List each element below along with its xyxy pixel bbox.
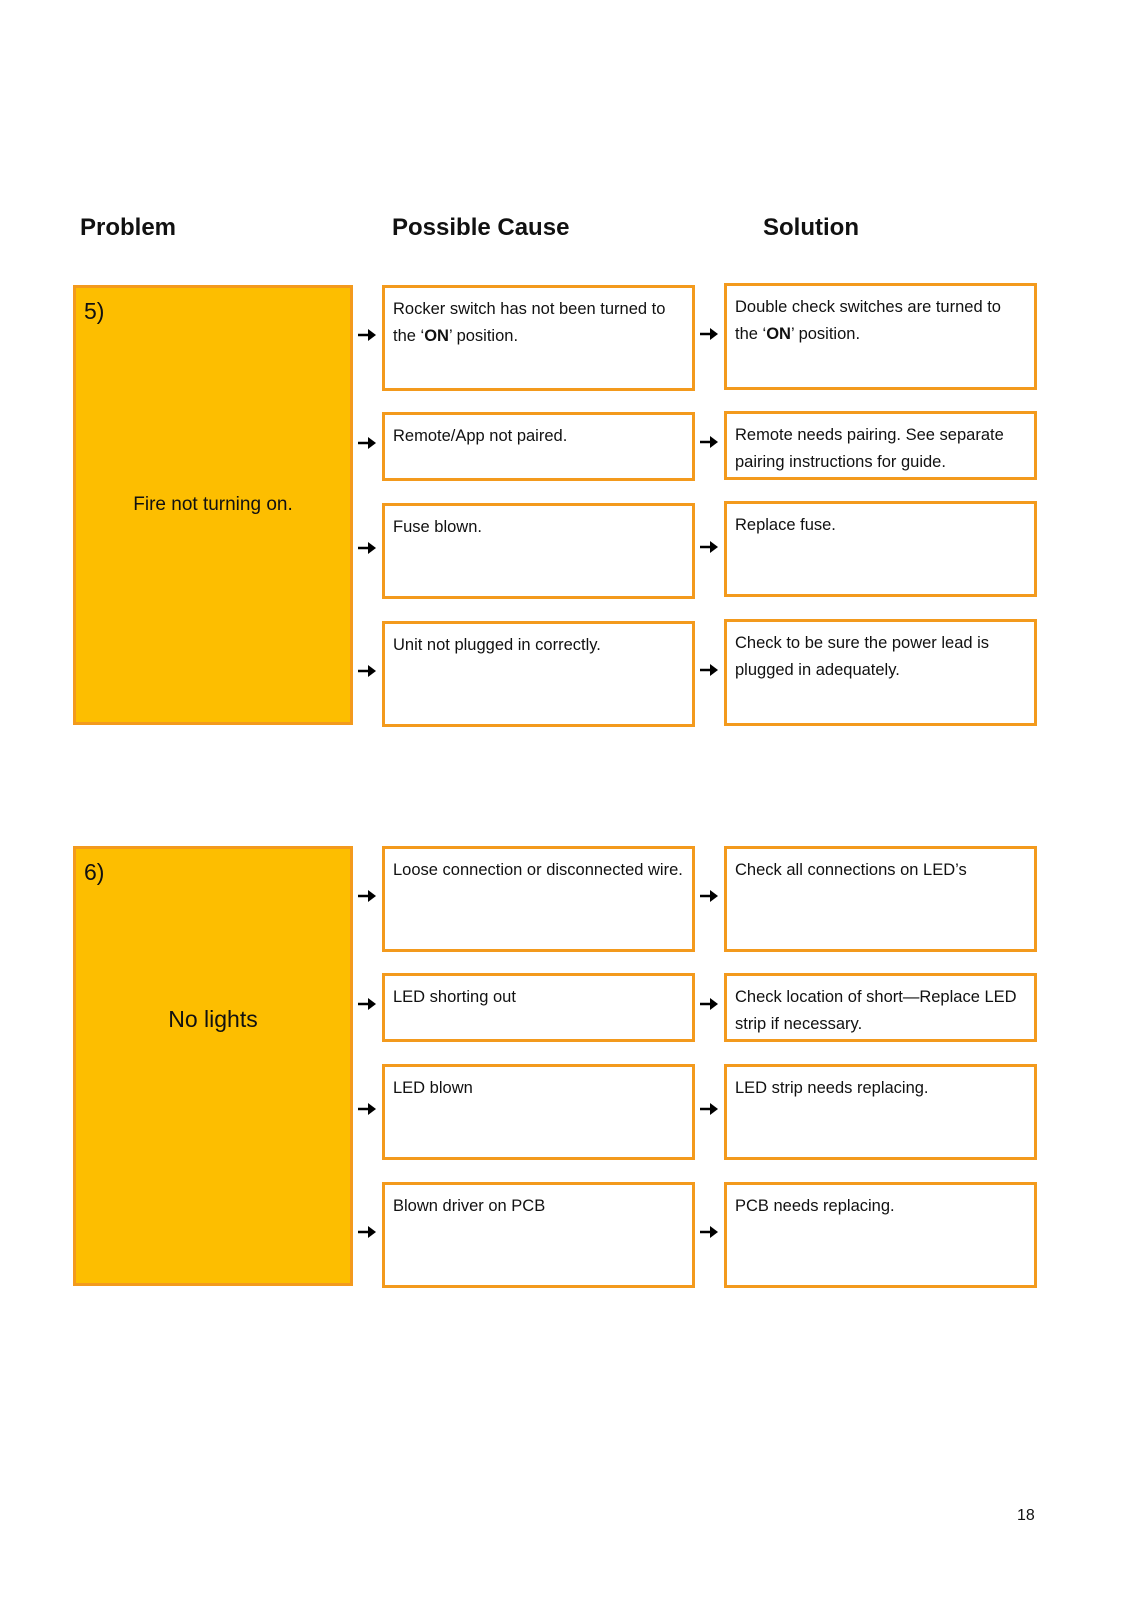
cause-text: Rocker switch has not been turned to the ‘: [393, 300, 666, 345]
solution-box: [724, 501, 1037, 597]
cause-box: [382, 412, 695, 481]
arrow-icon: [358, 437, 376, 449]
solution-text: Replace fuse.: [735, 516, 836, 534]
solution-box: [724, 973, 1037, 1042]
cause-text: LED shorting out: [393, 988, 516, 1006]
on-emphasis: ON: [766, 325, 791, 343]
arrow-icon: [358, 542, 376, 554]
arrow-icon: [700, 664, 718, 676]
arrow-icon: [700, 1226, 718, 1238]
header-possible-cause: Possible Cause: [392, 214, 570, 241]
cause-box: [382, 285, 695, 391]
cause-box: [382, 503, 695, 599]
solution-text: PCB needs replacing.: [735, 1197, 895, 1215]
arrow-icon: [700, 328, 718, 340]
problem-number: 6): [84, 859, 105, 885]
cause-box: [382, 621, 695, 727]
solution-text: Double check switches are turned to the ‘: [735, 298, 1001, 343]
problem-box-5: [73, 285, 353, 725]
page-number: 18: [1017, 1507, 1035, 1524]
solution-text-end: ’ position.: [790, 325, 861, 343]
header-problem: Problem: [80, 214, 177, 241]
cause-text: Blown driver on PCB: [393, 1197, 546, 1215]
cause-text: Loose connection or disconnected wire.: [393, 861, 683, 879]
problem-box-6: [73, 846, 353, 1286]
solution-box: [724, 846, 1037, 952]
problem-number: 5): [84, 298, 105, 324]
solution-text: Check location of short—Replace LED strip if necessary.: [735, 988, 1017, 1033]
cause-text-end: ’ position.: [448, 327, 519, 345]
solution-text: Remote needs pairing. See separate pairing instructions for guide.: [735, 426, 1004, 471]
arrow-icon: [700, 541, 718, 553]
cause-text: Remote/App not paired.: [393, 427, 568, 445]
cause-text: LED blown: [393, 1079, 473, 1097]
problem-text: No lights: [168, 1006, 258, 1032]
on-emphasis: ON: [424, 327, 449, 345]
arrow-icon: [358, 1103, 376, 1115]
arrow-icon: [358, 665, 376, 677]
cause-box: [382, 1064, 695, 1160]
solution-box: [724, 1182, 1037, 1288]
arrow-icon: [700, 436, 718, 448]
solution-text: Check all connections on LED’s: [735, 861, 967, 879]
cause-text: Fuse blown.: [393, 518, 482, 536]
arrow-icon: [358, 1226, 376, 1238]
arrow-icon: [358, 998, 376, 1010]
cause-box: [382, 846, 695, 952]
header-solution: Solution: [763, 214, 859, 241]
cause-text: Unit not plugged in correctly.: [393, 636, 601, 654]
solution-box: [724, 411, 1037, 480]
problem-text: Fire not turning on.: [133, 494, 293, 515]
solution-box: [724, 619, 1037, 726]
solution-box: [724, 283, 1037, 390]
arrow-icon: [358, 890, 376, 902]
arrow-icon: [358, 329, 376, 341]
cause-box: [382, 1182, 695, 1288]
cause-box: [382, 973, 695, 1042]
solution-text: Check to be sure the power lead is plugged in adequately.: [735, 634, 990, 679]
arrow-icon: [700, 890, 718, 902]
solution-text: LED strip needs replacing.: [735, 1079, 929, 1097]
arrow-icon: [700, 998, 718, 1010]
arrow-icon: [700, 1103, 718, 1115]
solution-box: [724, 1064, 1037, 1160]
